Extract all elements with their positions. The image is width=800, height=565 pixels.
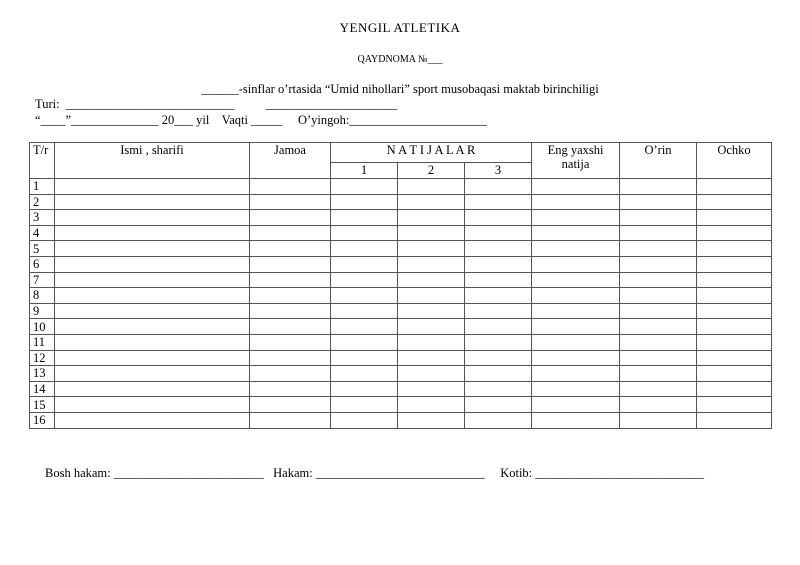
best-result-cell[interactable]	[532, 179, 620, 195]
attempt-1-cell[interactable]	[331, 194, 398, 210]
name-cell[interactable]	[55, 397, 250, 413]
attempt-3-cell[interactable]	[465, 272, 532, 288]
table-row	[30, 241, 772, 257]
attempt-3-cell[interactable]	[465, 256, 532, 272]
team-cell[interactable]	[250, 350, 331, 366]
name-cell[interactable]	[55, 210, 250, 226]
attempt-2-cell[interactable]	[398, 194, 465, 210]
row-number: 3	[30, 210, 55, 226]
name-cell[interactable]	[55, 412, 250, 428]
attempt-2-cell[interactable]	[398, 256, 465, 272]
attempt-1-cell[interactable]	[331, 179, 398, 195]
attempt-3-cell[interactable]	[465, 319, 532, 335]
header-results: N A T I J A L A R	[331, 143, 532, 163]
row-number: 1	[30, 179, 55, 195]
name-cell[interactable]	[55, 288, 250, 304]
attempt-1-cell[interactable]	[331, 397, 398, 413]
team-cell[interactable]	[250, 397, 331, 413]
team-cell[interactable]	[250, 303, 331, 319]
attempt-1-cell[interactable]	[331, 350, 398, 366]
points-cell[interactable]	[697, 303, 772, 319]
place-cell[interactable]	[620, 194, 697, 210]
table-row	[30, 194, 772, 210]
row-number: 16	[30, 412, 55, 428]
name-cell[interactable]	[55, 194, 250, 210]
attempt-2-cell[interactable]	[398, 179, 465, 195]
attempt-2-cell[interactable]	[398, 303, 465, 319]
best-result-cell[interactable]	[532, 225, 620, 241]
team-cell[interactable]	[250, 225, 331, 241]
best-result-cell[interactable]	[532, 241, 620, 257]
table-row	[30, 381, 772, 397]
name-cell[interactable]	[55, 256, 250, 272]
best-result-cell[interactable]	[532, 366, 620, 382]
attempt-2-cell[interactable]	[398, 319, 465, 335]
attempt-3-cell[interactable]	[465, 288, 532, 304]
place-cell[interactable]	[620, 319, 697, 335]
row-number: 7	[30, 272, 55, 288]
points-cell[interactable]	[697, 241, 772, 257]
name-cell[interactable]	[55, 225, 250, 241]
table-row	[30, 334, 772, 350]
attempt-1-cell[interactable]	[331, 412, 398, 428]
attempt-1-cell[interactable]	[331, 381, 398, 397]
table-row	[30, 303, 772, 319]
attempt-2-cell[interactable]	[398, 334, 465, 350]
attempt-2-cell[interactable]	[398, 288, 465, 304]
record-number: QAYDNOMA №___	[357, 54, 443, 65]
team-cell[interactable]	[250, 412, 331, 428]
attempt-1-cell[interactable]	[331, 272, 398, 288]
team-cell[interactable]	[250, 319, 331, 335]
name-cell[interactable]	[55, 381, 250, 397]
header-attempt-1: 1	[331, 163, 398, 179]
attempt-2-cell[interactable]	[398, 272, 465, 288]
competition-heading: ______-sinflar o’rtasida “Umid nihollari” sport musobaqasi maktab birinchiligi	[201, 82, 599, 96]
team-cell[interactable]	[250, 288, 331, 304]
results-table	[29, 142, 772, 429]
attempt-1-cell[interactable]	[331, 319, 398, 335]
attempt-3-cell[interactable]	[465, 179, 532, 195]
place-cell[interactable]	[620, 272, 697, 288]
place-cell[interactable]	[620, 366, 697, 382]
row-number: 15	[30, 397, 55, 413]
header-number: T/r	[30, 143, 55, 179]
header-attempt-3: 3	[465, 163, 532, 179]
attempt-3-cell[interactable]	[465, 381, 532, 397]
team-cell[interactable]	[250, 334, 331, 350]
points-cell[interactable]	[697, 366, 772, 382]
header-team: Jamoa	[250, 143, 331, 179]
row-number: 11	[30, 334, 55, 350]
table-row	[30, 288, 772, 304]
best-result-cell[interactable]	[532, 288, 620, 304]
best-result-cell[interactable]	[532, 256, 620, 272]
attempt-2-cell[interactable]	[398, 381, 465, 397]
attempt-3-cell[interactable]	[465, 194, 532, 210]
name-cell[interactable]	[55, 272, 250, 288]
name-cell[interactable]	[55, 303, 250, 319]
points-cell[interactable]	[697, 334, 772, 350]
header-best-result: Eng yaxshi natija	[532, 143, 620, 179]
name-cell[interactable]	[55, 179, 250, 195]
place-cell[interactable]	[620, 381, 697, 397]
name-cell[interactable]	[55, 334, 250, 350]
table-row	[30, 225, 772, 241]
table-row	[30, 397, 772, 413]
attempt-2-cell[interactable]	[398, 397, 465, 413]
header-place: O’rin	[620, 143, 697, 179]
team-cell[interactable]	[250, 272, 331, 288]
place-cell[interactable]	[620, 256, 697, 272]
table-body	[30, 179, 772, 429]
name-cell[interactable]	[55, 319, 250, 335]
attempt-3-cell[interactable]	[465, 412, 532, 428]
event-type-line: Turi: ___________________________ _____________________	[35, 97, 398, 111]
place-cell[interactable]	[620, 179, 697, 195]
attempt-1-cell[interactable]	[331, 256, 398, 272]
best-result-cell[interactable]	[532, 412, 620, 428]
row-number: 9	[30, 303, 55, 319]
table-row	[30, 210, 772, 226]
team-cell[interactable]	[250, 241, 331, 257]
table-row	[30, 272, 772, 288]
table-row	[30, 319, 772, 335]
attempt-1-cell[interactable]	[331, 288, 398, 304]
place-cell[interactable]	[620, 225, 697, 241]
row-number: 8	[30, 288, 55, 304]
points-cell[interactable]	[697, 288, 772, 304]
place-cell[interactable]	[620, 210, 697, 226]
table-row	[30, 179, 772, 195]
points-cell[interactable]	[697, 350, 772, 366]
header-name: Ismi , sharifi	[55, 143, 250, 179]
team-cell[interactable]	[250, 256, 331, 272]
best-result-cell[interactable]	[532, 272, 620, 288]
attempt-1-cell[interactable]	[331, 210, 398, 226]
points-cell[interactable]	[697, 412, 772, 428]
team-cell[interactable]	[250, 210, 331, 226]
name-cell[interactable]	[55, 366, 250, 382]
attempt-1-cell[interactable]	[331, 303, 398, 319]
attempt-1-cell[interactable]	[331, 334, 398, 350]
attempt-3-cell[interactable]	[465, 303, 532, 319]
attempt-1-cell[interactable]	[331, 225, 398, 241]
attempt-3-cell[interactable]	[465, 350, 532, 366]
date-time-venue-line: “____”______________ 20___ yil Vaqti _____ O’yingoh:______________________	[35, 113, 487, 127]
row-number: 13	[30, 366, 55, 382]
row-number: 6	[30, 256, 55, 272]
attempt-3-cell[interactable]	[465, 241, 532, 257]
best-result-cell[interactable]	[532, 350, 620, 366]
name-cell[interactable]	[55, 241, 250, 257]
best-result-cell[interactable]	[532, 210, 620, 226]
header-attempt-2: 2	[398, 163, 465, 179]
points-cell[interactable]	[697, 225, 772, 241]
best-result-cell[interactable]	[532, 334, 620, 350]
best-result-cell[interactable]	[532, 303, 620, 319]
row-number: 12	[30, 350, 55, 366]
attempt-3-cell[interactable]	[465, 334, 532, 350]
team-cell[interactable]	[250, 179, 331, 195]
points-cell[interactable]	[697, 194, 772, 210]
document-title: YENGIL ATLETIKA	[339, 20, 461, 35]
best-result-cell[interactable]	[532, 397, 620, 413]
table-row	[30, 350, 772, 366]
attempt-2-cell[interactable]	[398, 366, 465, 382]
name-cell[interactable]	[55, 350, 250, 366]
place-cell[interactable]	[620, 288, 697, 304]
attempt-2-cell[interactable]	[398, 241, 465, 257]
table-row	[30, 366, 772, 382]
points-cell[interactable]	[697, 319, 772, 335]
row-number: 14	[30, 381, 55, 397]
best-result-cell[interactable]	[532, 319, 620, 335]
attempt-1-cell[interactable]	[331, 366, 398, 382]
attempt-2-cell[interactable]	[398, 225, 465, 241]
place-cell[interactable]	[620, 241, 697, 257]
points-cell[interactable]	[697, 397, 772, 413]
points-cell[interactable]	[697, 381, 772, 397]
attempt-2-cell[interactable]	[398, 350, 465, 366]
row-number: 2	[30, 194, 55, 210]
points-cell[interactable]	[697, 210, 772, 226]
place-cell[interactable]	[620, 397, 697, 413]
place-cell[interactable]	[620, 350, 697, 366]
team-cell[interactable]	[250, 366, 331, 382]
place-cell[interactable]	[620, 412, 697, 428]
row-number: 10	[30, 319, 55, 335]
attempt-2-cell[interactable]	[398, 412, 465, 428]
points-cell[interactable]	[697, 179, 772, 195]
attempt-3-cell[interactable]	[465, 397, 532, 413]
row-number: 4	[30, 225, 55, 241]
table-row	[30, 412, 772, 428]
points-cell[interactable]	[697, 272, 772, 288]
attempt-1-cell[interactable]	[331, 241, 398, 257]
row-number: 5	[30, 241, 55, 257]
team-cell[interactable]	[250, 381, 331, 397]
header-points: Ochko	[697, 143, 772, 179]
attempt-3-cell[interactable]	[465, 225, 532, 241]
attempt-3-cell[interactable]	[465, 366, 532, 382]
best-result-cell[interactable]	[532, 194, 620, 210]
team-cell[interactable]	[250, 194, 331, 210]
attempt-3-cell[interactable]	[465, 210, 532, 226]
signature-line: Bosh hakam: ________________________ Hakam: ___________________________ Kotib: ___________________________	[45, 466, 705, 480]
place-cell[interactable]	[620, 334, 697, 350]
place-cell[interactable]	[620, 303, 697, 319]
attempt-2-cell[interactable]	[398, 210, 465, 226]
table-row	[30, 256, 772, 272]
points-cell[interactable]	[697, 256, 772, 272]
best-result-cell[interactable]	[532, 381, 620, 397]
